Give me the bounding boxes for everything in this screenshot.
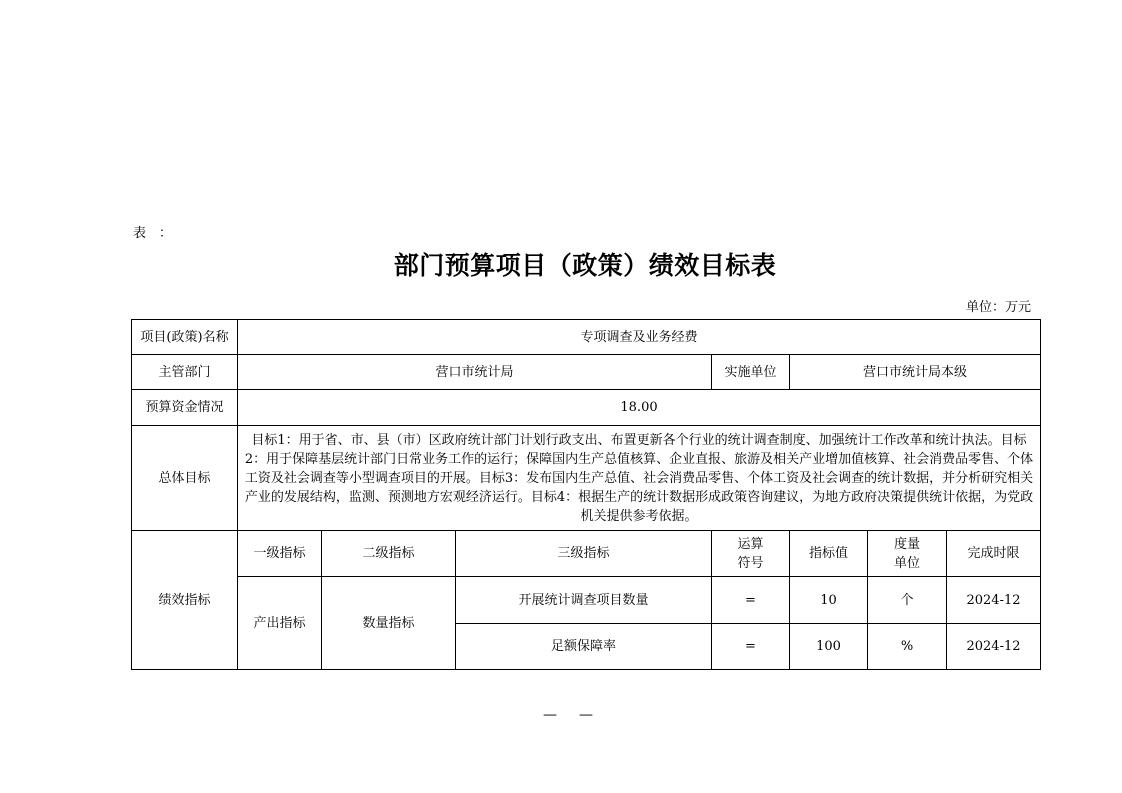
header-level3: 三级指标 (456, 531, 712, 577)
header-unit: 度量 单位 (868, 531, 947, 577)
table-number-label: 表 ： (133, 226, 173, 241)
indicator-value: 100 (790, 624, 868, 670)
overall-goal-label: 总体目标 (132, 426, 238, 531)
impl-unit-value: 营口市统计局本级 (790, 355, 1041, 390)
indicator-operator: = (712, 577, 790, 624)
table-row (132, 390, 1041, 426)
impl-unit-label: 实施单位 (712, 355, 790, 390)
indicator-unit: 个 (868, 577, 947, 624)
header-value: 指标值 (790, 531, 868, 577)
table-row (132, 355, 1041, 390)
project-name-value: 专项调查及业务经费 (238, 320, 1041, 355)
performance-goal-table (131, 319, 1041, 670)
table-row (132, 577, 1041, 624)
indicator-deadline: 2024-12 (947, 577, 1041, 624)
dept-label: 主管部门 (132, 355, 238, 390)
project-name-label: 项目(政策)名称 (132, 320, 238, 355)
budget-value: 18.00 (238, 390, 1041, 426)
table-row (132, 531, 1041, 577)
indicator-operator: = (712, 624, 790, 670)
dept-value: 营口市统计局 (238, 355, 712, 390)
level2-quantity: 数量指标 (322, 577, 456, 670)
indicator-value: 10 (790, 577, 868, 624)
indicator-name: 足额保障率 (456, 624, 712, 670)
unit-label: 单位：万元 (965, 300, 1031, 315)
header-level2: 二级指标 (322, 531, 456, 577)
perf-indicator-label: 绩效指标 (132, 531, 238, 670)
indicator-unit: % (868, 624, 947, 670)
budget-label: 预算资金情况 (132, 390, 238, 426)
header-deadline: 完成时限 (947, 531, 1041, 577)
header-operator: 运算 符号 (712, 531, 790, 577)
table-row (132, 320, 1041, 355)
header-level1: 一级指标 (238, 531, 322, 577)
document-title: 部门预算项目（政策）绩效目标表 (393, 251, 777, 280)
indicator-deadline: 2024-12 (947, 624, 1041, 670)
table-row (132, 426, 1041, 531)
page-footer: — — (543, 707, 597, 723)
indicator-name: 开展统计调查项目数量 (456, 577, 712, 624)
level1-output: 产出指标 (238, 577, 322, 670)
overall-goal-text: 目标1：用于省、市、县（市）区政府统计部门计划行政支出、布置更新各个行业的统计调查制度、加强统计工作改革和统计执法。目标2：用于保障基层统计部门日常业务工作的运行；保障国内生产总值核算、企业直报、旅游及相关产业增加值核算、社会消费品零售、个体工资及社会调查等小型调查项目的开展。目标3：发布国内生产总值、社会消费品零售、个体工资及社会调查的统计数据，并分析研究相关产业的发展结构，监测、预测地方宏观经济运行。目标4：根据生产的统计数据形成政策咨询建议，为地方政府决策提供统计依据，为党政机关提供参考依据。 (238, 426, 1041, 531)
